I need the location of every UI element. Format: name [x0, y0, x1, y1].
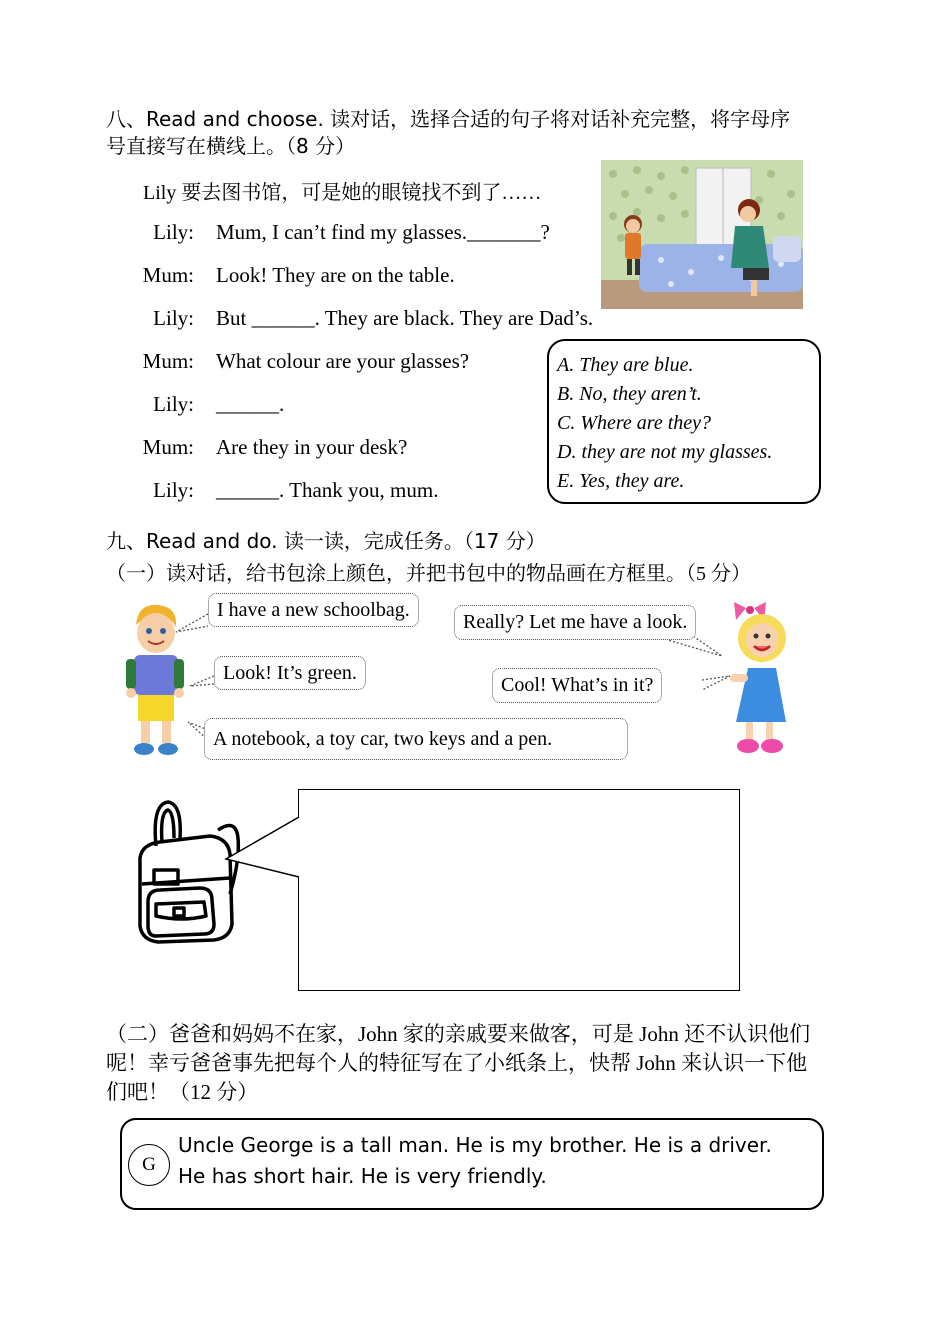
speech-bubble-items: A notebook, a toy car, two keys and a pen. — [204, 718, 628, 760]
speaker-label: Lily: — [153, 220, 194, 244]
section8-intro: Lily 要去图书馆，可是她的眼镜找不到了…… — [143, 182, 542, 204]
speech-bubble-green: Look! It’s green. — [214, 656, 366, 690]
relative-note-text — [178, 1130, 772, 1192]
speaker-label: Lily: — [153, 478, 194, 502]
option-d: D. they are not my glasses. — [557, 441, 773, 463]
section9-part2-line3: 们吧！（12 分） — [106, 1080, 259, 1104]
answer-letter-circle: G — [128, 1144, 170, 1186]
section8-title-line2: 号直接写在横线上。（8 分） — [106, 134, 356, 158]
section9-title: 九、Read and do. 读一读，完成任务。（17 分） — [106, 529, 546, 553]
dialogue-line: Mum, I can’t find my glasses._______? — [216, 220, 550, 244]
section9-part1-title: （一）读对话，给书包涂上颜色，并把书包中的物品画在方框里。（5 分） — [106, 563, 751, 585]
speaker-label: Lily: — [153, 392, 194, 416]
option-a: A. They are blue. — [557, 354, 694, 376]
section9-part2-line1: （二）爸爸和妈妈不在家，John 家的亲戚要来做客，可是 John 还不认识他们 — [106, 1022, 811, 1046]
speaker-label: Mum: — [142, 349, 194, 373]
dialogue-line: ______. Thank you, mum. — [216, 478, 439, 502]
section9-part2-line2: 呢！幸亏爸爸事先把每个人的特征写在了小纸条上，快帮 John 来认识一下他 — [106, 1051, 808, 1075]
option-e: E. Yes, they are. — [557, 470, 685, 492]
dialogue-line: But ______. They are black. They are Dad’s. — [216, 306, 594, 330]
dialogue-line: ______. — [216, 392, 285, 416]
note-line: Uncle George is a tall man. He is my brother. He is a driver. — [178, 1133, 772, 1157]
option-c: C. Where are they? — [557, 412, 712, 434]
speech-bubble-let-me-look: Really? Let me have a look. — [454, 605, 696, 640]
dialogue-line: Are they in your desk? — [216, 435, 408, 459]
note-line: He has short hair. He is very friendly. — [178, 1164, 547, 1188]
speech-bubble-schoolbag: I have a new schoolbag. — [208, 593, 419, 627]
speech-bubble-whats-in-it: Cool! What’s in it? — [492, 668, 662, 703]
section8-title-line1: 八、Read and choose. 读对话，选择合适的句子将对话补充完整，将字母序 — [106, 107, 791, 131]
option-b: B. No, they aren’t. — [557, 383, 702, 405]
drawing-answer-box[interactable] — [298, 789, 740, 991]
dialogue-line: What colour are your glasses? — [216, 349, 470, 373]
dialogue-line: Look! They are on the table. — [216, 263, 455, 287]
speaker-label: Mum: — [142, 435, 194, 459]
speaker-label: Mum: — [142, 263, 194, 287]
drawing-box-pointer — [220, 815, 302, 885]
speaker-label: Lily: — [153, 306, 194, 330]
